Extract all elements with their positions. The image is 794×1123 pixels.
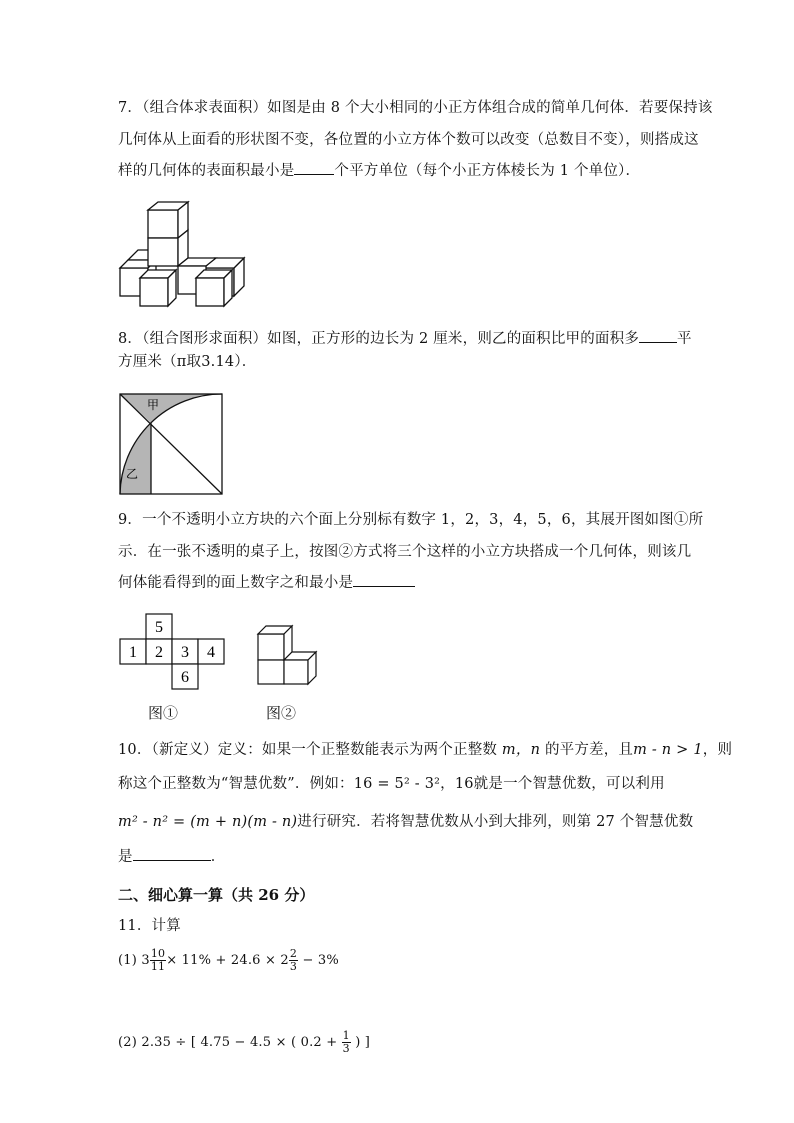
q7-line1: 7．（组合体求表面积）如图是由 8 个大小相同的小正方体组合成的简单几何体．若要保持该 xyxy=(118,100,713,116)
net-face-4: 4 xyxy=(207,644,215,661)
q7-line3-a: 样的几何体的表面积最小是 xyxy=(118,163,295,179)
q11-e1-den: 11 xyxy=(150,960,166,973)
q10-line1-c: 的平方差，且 xyxy=(544,742,634,758)
q9-caption-2: 图② xyxy=(266,704,297,722)
q10-mn: m，n xyxy=(501,742,541,758)
q10-line3-b: 进行研究．若将智慧优数从小到大排列，则第 27 个智慧优数 xyxy=(297,814,694,830)
q11-e2-den: 3 xyxy=(342,1042,350,1055)
q10-line1-a: 10．（新定义）定义：如果一个正整数能表示为两个正整数 xyxy=(118,742,498,758)
q10-line1 xyxy=(118,740,732,760)
q9-caption-1: 图① xyxy=(148,704,179,722)
q9-line2: 示．在一张不透明的桌子上，按图②方式将三个这样的小立方块搭成一个几何体，则该几 xyxy=(118,544,692,560)
q8-square-figure xyxy=(118,392,224,496)
q7-answer-blank[interactable] xyxy=(294,160,334,175)
q10-line3 xyxy=(118,812,693,832)
q11-e1-num2: 2 xyxy=(289,947,298,960)
q11-e2-frac xyxy=(342,1030,351,1055)
q11-expr-1 xyxy=(118,948,339,973)
section-2-heading: 二、细心算一算（共 26 分） xyxy=(118,886,315,904)
q8-answer-blank[interactable] xyxy=(639,328,677,343)
q10-line4-text: 是 xyxy=(118,849,133,865)
q9-line3-text: 何体能看得到的面上数字之和最小是 xyxy=(118,575,354,591)
label-jia: 甲 xyxy=(147,398,160,412)
q8-line2: 方厘米（π取3.14）． xyxy=(118,354,257,370)
q11-e1-mid: × 11% + 24.6 × 2 xyxy=(166,953,289,968)
q9-cube-net xyxy=(118,612,228,692)
label-yi: 乙 xyxy=(126,467,139,481)
q9-line1: 9．一个不透明小立方块的六个面上分别标有数字 1，2，3，4，5，6，其展开图如图①所 xyxy=(118,512,704,528)
q9-stacked-cubes xyxy=(256,622,320,686)
q11-e1-num: 10 xyxy=(150,947,166,960)
q7-line2: 几何体从上面看的形状图不变，各位置的小立方体个数可以改变（总数目不变），则搭成这 xyxy=(118,132,699,148)
q10-identity: m² - n² = (m + n)(m - n) xyxy=(118,814,298,830)
q8-line1-a: 8．（组合图形求面积）如图，正方形的边长为 2 厘米，则乙的面积比甲的面积多 xyxy=(118,331,640,347)
q11-expr-2 xyxy=(118,1030,370,1055)
q10-line4: 是 ． xyxy=(118,846,225,867)
net-face-2: 2 xyxy=(155,644,163,661)
q11-e2-num: 1 xyxy=(342,1029,350,1042)
q10-answer-blank[interactable] xyxy=(133,846,211,861)
q8-line1 xyxy=(118,328,692,349)
q11-e2-end: ) ] xyxy=(355,1035,371,1050)
q7-line3-b: 个平方单位（每个小正方体棱长为 1 个单位）． xyxy=(334,163,641,179)
q11-e1-prefix: (1) 3 xyxy=(118,953,150,968)
q7-line3 xyxy=(118,160,640,181)
q11-e1-frac1 xyxy=(150,948,166,973)
net-face-1: 1 xyxy=(129,644,137,661)
q9-answer-blank[interactable] xyxy=(353,572,415,587)
q8-line1-b: 平 xyxy=(677,331,692,347)
q11-e1-den2: 3 xyxy=(289,960,298,973)
q11-e1-frac2 xyxy=(289,948,298,973)
net-face-3: 3 xyxy=(181,644,189,661)
q10-condition: m - n > 1 xyxy=(633,742,703,758)
q11-e2-prefix: (2) 2.35 ÷ [ 4.75 − 4.5 × ( 0.2 + xyxy=(118,1035,338,1050)
q11-e1-end: − 3% xyxy=(302,953,339,968)
q10-line2: 称这个正整数为“智慧优数”．例如：16 = 5² - 3²，16就是一个智慧优数，可以利用 xyxy=(118,776,665,792)
q9-line3 xyxy=(118,572,415,593)
q11-title: 11．计算 xyxy=(118,918,181,934)
q7-cube-figure xyxy=(118,200,248,312)
net-face-6: 6 xyxy=(181,669,189,686)
q10-line1-e: ，则 xyxy=(702,742,733,758)
net-face-5: 5 xyxy=(155,619,163,636)
